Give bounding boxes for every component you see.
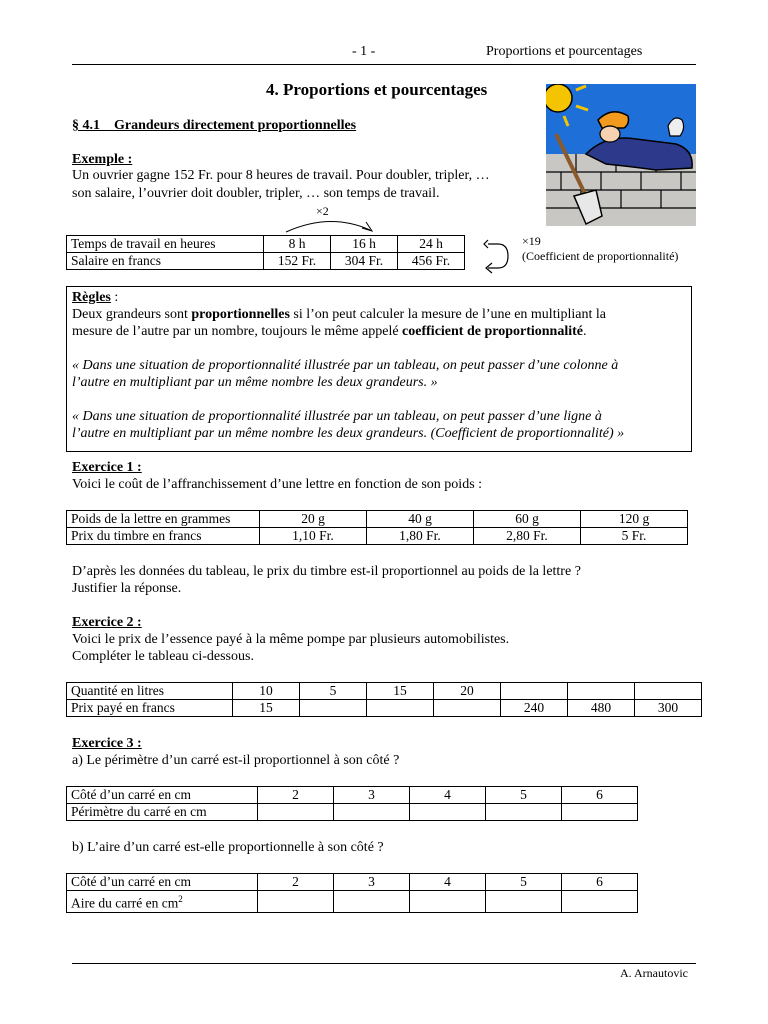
table-row xyxy=(67,874,638,891)
table-cell: 4 xyxy=(410,787,486,804)
table-cell: 2 xyxy=(258,787,334,804)
table-row xyxy=(67,700,702,717)
worker-illustration xyxy=(546,84,696,226)
exercise-1-intro: Voici le coût de l’affranchissement d’une lettre en fonction de son poids : xyxy=(72,477,483,492)
example-heading: Exemple : xyxy=(72,152,133,167)
table-row xyxy=(67,804,638,821)
table-row xyxy=(67,891,638,913)
example-line-2: son salaire, l’ouvrier doit doubler, tripler, … son temps de travail. xyxy=(72,186,440,201)
table-cell xyxy=(334,891,410,913)
curved-arrow-top xyxy=(282,216,378,236)
table-cell: Quantité en litres xyxy=(67,683,233,700)
table-cell xyxy=(434,700,501,717)
table-cell: Côté d’un carré en cm xyxy=(67,787,258,804)
table-cell xyxy=(635,683,702,700)
table-cell xyxy=(410,891,486,913)
table-cell xyxy=(562,891,638,913)
table-cell: 4 xyxy=(410,874,486,891)
table-cell: 6 xyxy=(562,787,638,804)
text-span: mesure de l’autre par un nombre, toujours le même appelé xyxy=(72,324,403,339)
table-cell: 1,10 Fr. xyxy=(260,528,367,545)
table-row xyxy=(67,528,688,545)
table-cell: 2,80 Fr. xyxy=(474,528,581,545)
table-cell: 24 h xyxy=(398,236,465,253)
footer-rule xyxy=(72,963,696,964)
table-cell: 5 xyxy=(300,683,367,700)
exercise-3a-table xyxy=(66,786,638,821)
table-cell xyxy=(367,700,434,717)
rules-definition-line-1 xyxy=(72,307,606,323)
rules-heading-line xyxy=(72,290,118,306)
table-cell: 240 xyxy=(501,700,568,717)
rules-quote-1-line-2: l’autre en multipliant par un même nombre les deux grandeurs. » xyxy=(72,375,438,390)
exercise-3-heading: Exercice 3 : xyxy=(72,736,142,751)
text-span: Deux grandeurs sont xyxy=(72,307,192,322)
term-proportionnelles: proportionnelles xyxy=(191,307,290,322)
table-cell: 480 xyxy=(568,700,635,717)
rules-quote-2-line-2: l’autre en multipliant par un même nombre les deux grandeurs. (Coefficient de proportionnalité) » xyxy=(72,426,625,441)
table-cell: 3 xyxy=(334,787,410,804)
rules-quote-2-line-1: « Dans une situation de proportionnalité illustrée par un tableau, on peut passer d’une ligne à xyxy=(72,409,602,424)
footer-author: A. Arnautovic xyxy=(620,966,688,980)
table-cell: 5 xyxy=(486,787,562,804)
exercise-2-intro-2: Compléter le tableau ci-dessous. xyxy=(72,649,254,664)
table-cell xyxy=(258,891,334,913)
table-cell xyxy=(300,700,367,717)
table-cell: 15 xyxy=(233,700,300,717)
table-cell: 300 xyxy=(635,700,702,717)
table-cell xyxy=(410,804,486,821)
table-cell: 16 h xyxy=(331,236,398,253)
table-row xyxy=(67,683,702,700)
exercise-2-heading: Exercice 2 : xyxy=(72,615,142,630)
table-cell: 6 xyxy=(562,874,638,891)
section-title: § 4.1 Grandeurs directement proportionnelles xyxy=(72,118,357,133)
table-cell: Côté d’un carré en cm xyxy=(67,874,258,891)
exercise-3-question-a: a) Le périmètre d’un carré est-il proportionnel à son côté ? xyxy=(72,753,400,768)
curved-arrow-side xyxy=(482,238,512,274)
text-span: . xyxy=(582,324,587,339)
exercise-1-table xyxy=(66,510,688,545)
table-cell: 304 Fr. xyxy=(331,253,398,270)
header-rule xyxy=(72,64,696,65)
table-cell: 8 h xyxy=(264,236,331,253)
exercise-2-table xyxy=(66,682,702,717)
table-cell: Prix payé en francs xyxy=(67,700,233,717)
table-cell: 20 xyxy=(434,683,501,700)
table-row xyxy=(67,787,638,804)
table-cell: 1,80 Fr. xyxy=(367,528,474,545)
table-cell: 5 xyxy=(486,874,562,891)
area-unit-exponent: 2 xyxy=(178,894,183,904)
table-cell: 456 Fr. xyxy=(398,253,465,270)
exercise-2-intro-1: Voici le prix de l’essence payé à la même pompe par plusieurs automobilistes. xyxy=(72,632,510,647)
table-cell: 20 g xyxy=(260,511,367,528)
factor-label-top: ×2 xyxy=(316,204,329,218)
header-title: Proportions et pourcentages xyxy=(486,44,643,59)
text-span: si l’on peut calculer la mesure de l’une en multipliant la xyxy=(289,307,606,322)
exercise-3b-table xyxy=(66,873,638,913)
exercise-1-question: D’après les données du tableau, le prix du timbre est-il proportionnel au poids de la lettre ? xyxy=(72,564,581,579)
table-row xyxy=(67,253,465,270)
table-cell: 40 g xyxy=(367,511,474,528)
header-page-number: - 1 - xyxy=(352,44,376,59)
table-cell: 3 xyxy=(334,874,410,891)
coefficient-note: (Coefficient de proportionnalité) xyxy=(522,249,679,263)
table-cell: Salaire en francs xyxy=(67,253,264,270)
table-cell: Périmètre du carré en cm xyxy=(67,804,258,821)
example-line-1: Un ouvrier gagne 152 Fr. pour 8 heures de travail. Pour doubler, tripler, … xyxy=(72,168,490,183)
rules-definition-line-2 xyxy=(72,324,586,340)
table-cell: 120 g xyxy=(581,511,688,528)
table-row xyxy=(67,236,465,253)
table-cell xyxy=(486,891,562,913)
table-cell xyxy=(486,804,562,821)
area-label: Aire du carré en cm xyxy=(71,895,179,911)
rules-heading: Règles xyxy=(72,290,111,305)
table-cell xyxy=(562,804,638,821)
rules-quote-1-line-1: « Dans une situation de proportionnalité illustrée par un tableau, on peut passer d’une colonne à xyxy=(72,358,619,373)
table-cell xyxy=(501,683,568,700)
term-coefficient: coefficient de proportionnalité xyxy=(402,324,583,339)
exercise-1-justify: Justifier la réponse. xyxy=(72,581,182,596)
table-cell: 2 xyxy=(258,874,334,891)
table-cell: Temps de travail en heures xyxy=(67,236,264,253)
table-cell: 60 g xyxy=(474,511,581,528)
table-cell: 15 xyxy=(367,683,434,700)
table-cell xyxy=(334,804,410,821)
exercise-3-question-b: b) L’aire d’un carré est-elle proportionnelle à son côté ? xyxy=(72,840,384,855)
example-table xyxy=(66,235,465,270)
exercise-1-heading: Exercice 1 : xyxy=(72,460,142,475)
rules-heading-colon: : xyxy=(110,290,119,305)
chapter-title: 4. Proportions et pourcentages xyxy=(266,80,488,99)
table-cell: 152 Fr. xyxy=(264,253,331,270)
table-cell xyxy=(67,891,258,913)
table-cell: Prix du timbre en francs xyxy=(67,528,260,545)
table-cell: 10 xyxy=(233,683,300,700)
factor-label-side: ×19 xyxy=(522,234,541,248)
table-cell xyxy=(568,683,635,700)
table-cell: Poids de la lettre en grammes xyxy=(67,511,260,528)
table-cell xyxy=(258,804,334,821)
table-row xyxy=(67,511,688,528)
table-cell: 5 Fr. xyxy=(581,528,688,545)
